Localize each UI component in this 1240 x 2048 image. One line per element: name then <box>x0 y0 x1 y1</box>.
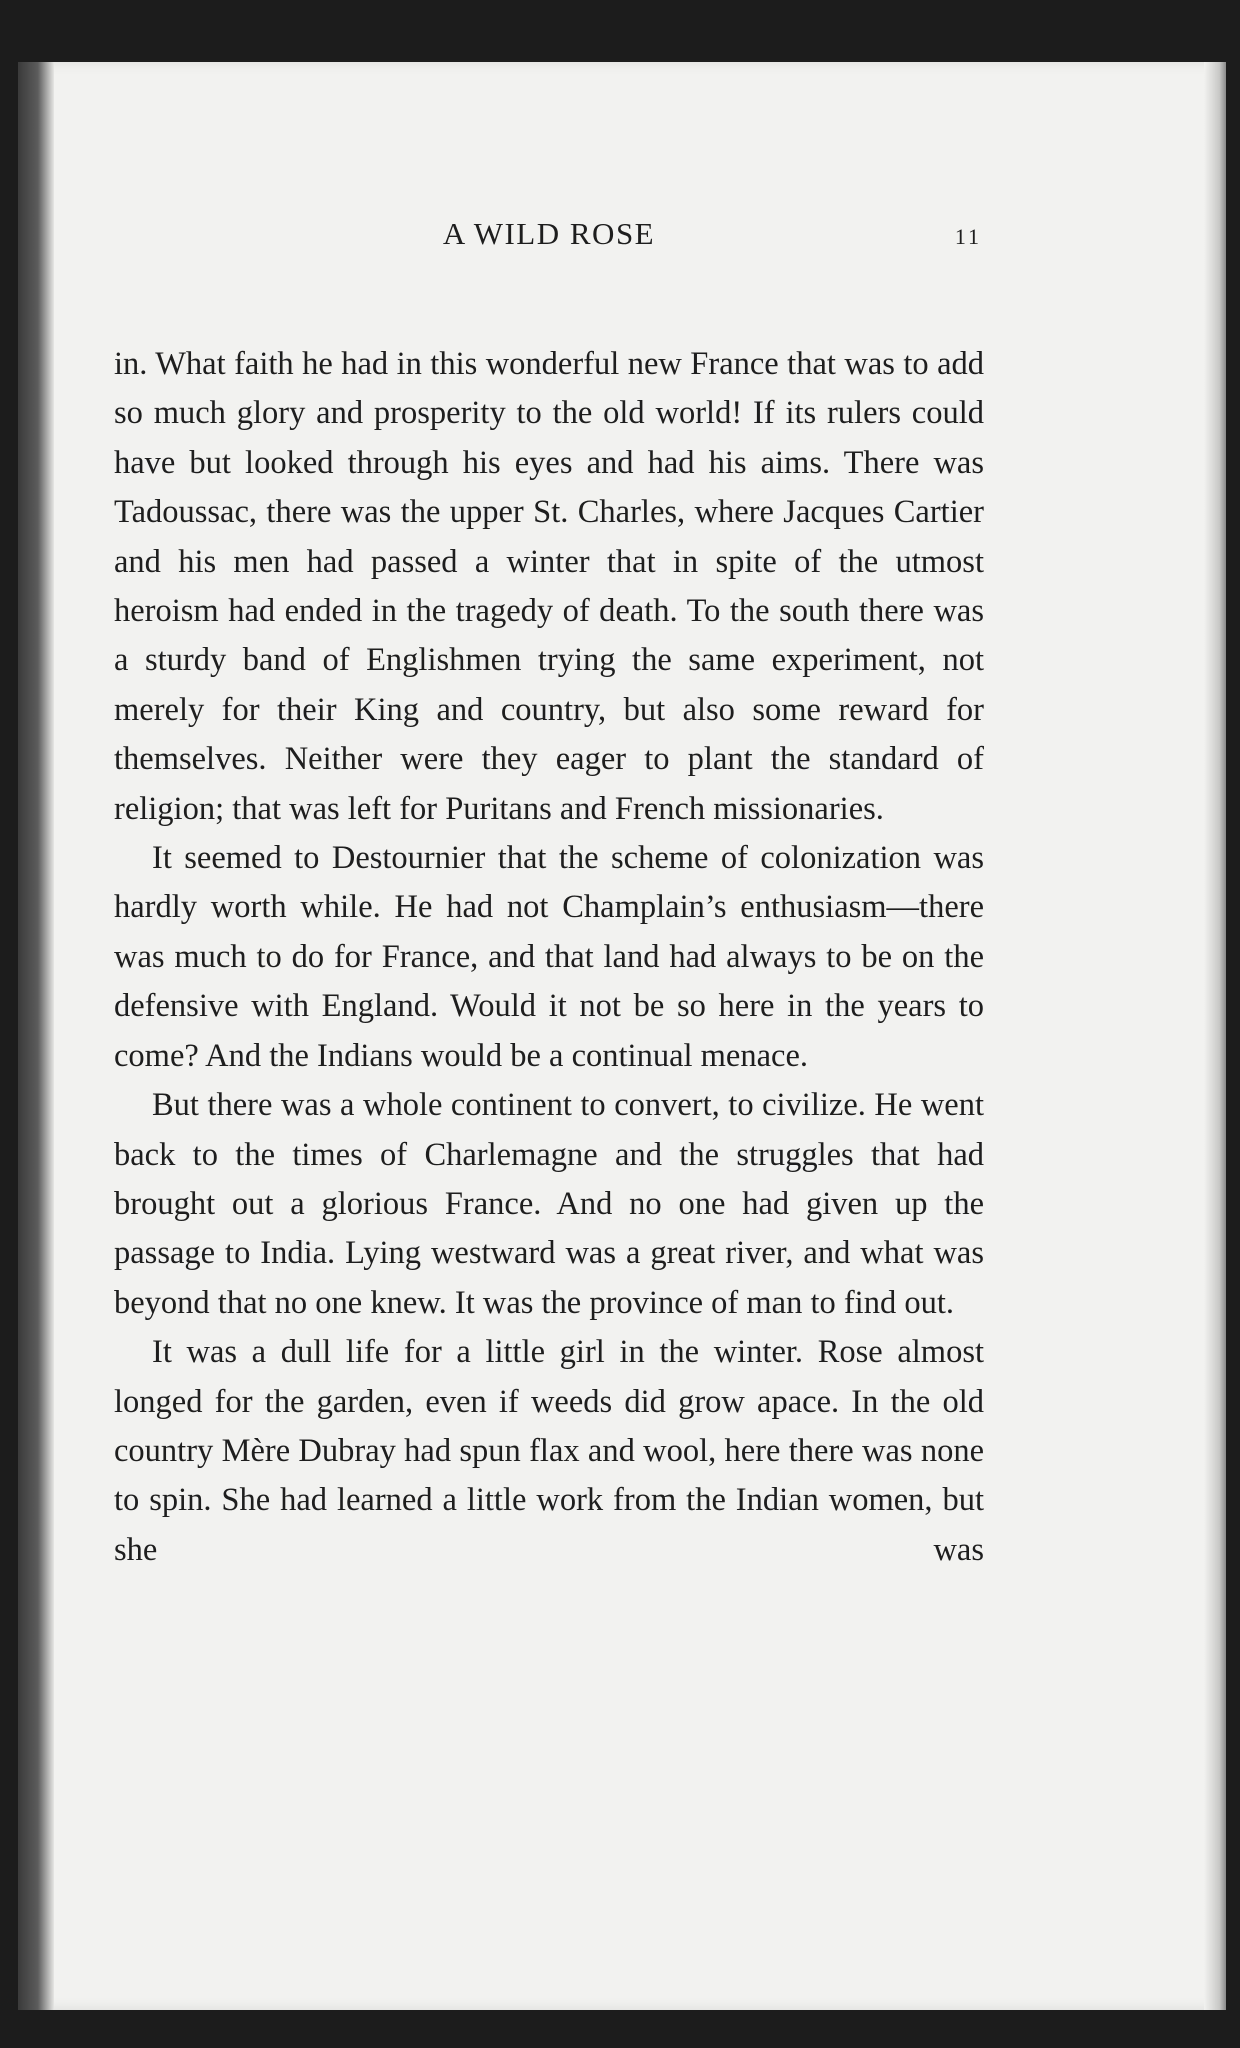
page-right-edge <box>1204 62 1226 2010</box>
paragraph-2: It seemed to Destournier that the scheme of colonization was hardly worth while. He had not Champlain’s enthusiasm—there was much to do for France, and that land had always to be on the defensive with England. Would it not be so here in the years to come? And the Indians would be a continual menace. <box>114 840 984 1074</box>
paragraph-1: in. What faith he had in this wonderful new France that was to add so much glory and prosperity to the old world! If its rulers could have but looked through his eyes and had his aims. There was Tadoussac, there was the upper St. Charles, where Jacques Cartier and his men had passed a winter that in spite of the utmost heroism had ended in the tragedy of death. To the south there was a sturdy band of Englishmen trying the same experiment, not merely for their King and country, but also some reward for themselves. Neither were they eager to plant the standard of religion; that was left for Puritans and French missionaries. <box>114 346 984 827</box>
page-left-shadow <box>18 62 54 2010</box>
paragraph-3: But there was a whole continent to convert, to civilize. He went back to the times of Charlemagne and the struggles that had brought out a glorious France. And no one had given up the passage to India. Lying westward was a great river, and what was beyond that no one knew. It was the province of man to find out. <box>114 1087 984 1321</box>
running-head <box>114 212 984 262</box>
page-number: 11 <box>954 224 982 249</box>
paragraph-4: It was a dull life for a little girl in the winter. Rose almost longed for the garden, even if weeds did grow apace. In the old country Mère Dubray had spun flax and wool, here there was none to spin. She had learned a little work from the Indian women, but she was <box>114 1334 984 1568</box>
body-text <box>114 340 984 1575</box>
book-page <box>18 62 1226 2010</box>
running-title: A WILD ROSE <box>442 216 656 251</box>
